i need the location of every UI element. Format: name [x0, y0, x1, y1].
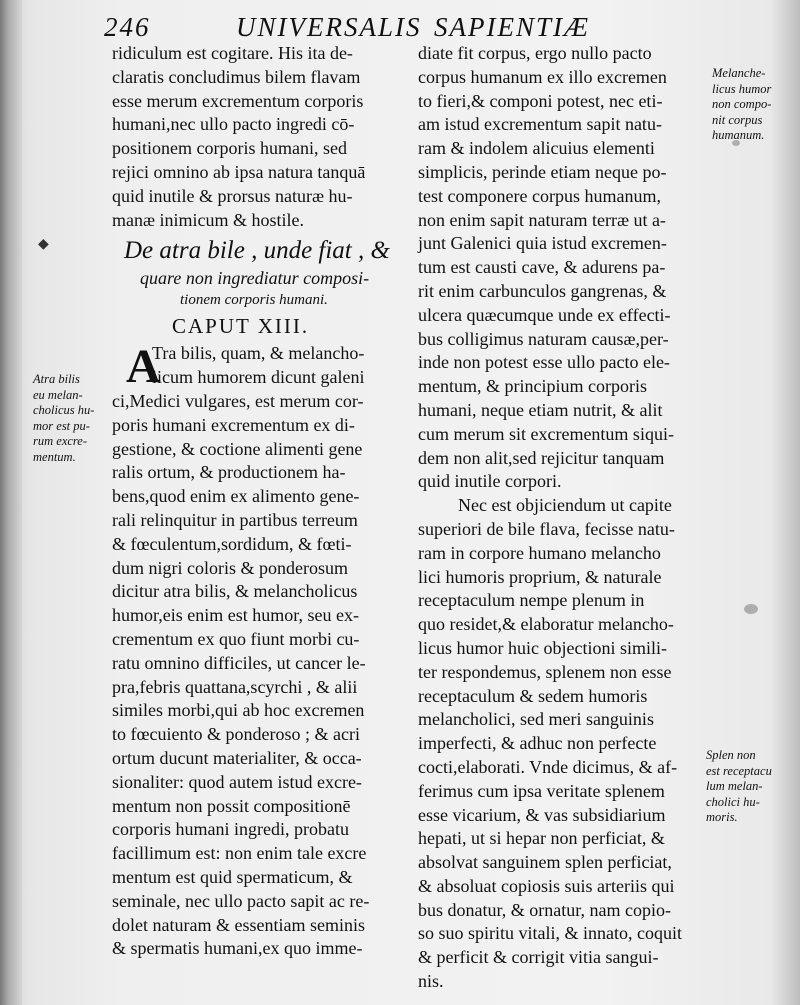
- paper-stain: [744, 604, 758, 614]
- text-line: & fœculentum,sordidum, & fœti-: [112, 533, 352, 554]
- page-binding-shadow: [0, 0, 22, 1005]
- text-line: hepati, ut si hepar non perficiat, &: [418, 828, 665, 849]
- text-line: rit enim carbunculos gangrenas, &: [418, 280, 667, 301]
- page-number: 246: [104, 12, 151, 42]
- margin-note-right-top: [712, 66, 771, 144]
- text-line: humor,eis enim est humor, seu ex-: [112, 605, 360, 626]
- text-line: ridiculum est cogitare. His ita de-: [112, 43, 353, 63]
- text-line: licus humor: [712, 81, 772, 96]
- text-line: ratu omnino difficiles, ut cancer le-: [112, 652, 366, 673]
- text-line: superiori de bile flava, fecisse natu-: [418, 518, 675, 539]
- text-line: ram in corpore humano melancho: [418, 542, 661, 563]
- text-line: receptaculum & sedem humoris: [418, 685, 648, 706]
- right-lines-b: [418, 518, 713, 994]
- text-line: esse vicarium, & vas subsidiarium: [418, 804, 666, 825]
- fleuron-ornament: ◆: [38, 236, 49, 252]
- text-line: eu melan-: [33, 387, 83, 402]
- text-line: Splen non: [706, 748, 756, 762]
- chapter-heading: [112, 236, 402, 342]
- text-line: cholici hu-: [706, 794, 760, 809]
- text-line: gestione, & coctione alimenti gene: [112, 438, 363, 459]
- text-line: rejici omnino ab ipsa natura tanquā: [112, 161, 366, 182]
- text-line: sionaliter: quod autem istud excre-: [112, 771, 362, 792]
- text-line: nis.: [418, 971, 444, 992]
- text-line: junt Galenici quia istud excremen-: [418, 233, 667, 254]
- text-line: humanum.: [712, 128, 765, 142]
- text-line: manæ inimicum & hostile.: [112, 209, 304, 230]
- text-line: ram & indolem alicuius elementi: [418, 138, 655, 159]
- text-line: nit corpus: [712, 112, 763, 127]
- text-line: simplicis, perinde etiam neque po-: [418, 161, 667, 182]
- text-line: dem non alit,sed rejicitur tanquam: [418, 447, 665, 468]
- right-lines-a: [418, 42, 713, 494]
- text-line: mor est pu-: [33, 418, 90, 433]
- text-line: moris.: [706, 810, 738, 824]
- text-line: Tra bilis, quam, & melancho-: [152, 343, 365, 364]
- text-line: to fieri,& componi potest, nec eti-: [418, 90, 663, 111]
- margin-note-right-bottom: [706, 748, 772, 826]
- heading-line-1: De atra bile , unde fiat , &: [124, 237, 390, 265]
- text-line: non compo-: [712, 97, 772, 111]
- text-line: am istud excrementum sapit natu-: [418, 114, 662, 135]
- text-line: ulcera quæcumque unde ex effecti-: [418, 304, 671, 325]
- drop-capital: A: [126, 340, 161, 394]
- running-title-2: SAPIENTIÆ: [434, 12, 590, 42]
- text-line: est receptacu: [706, 763, 772, 778]
- text-line: to fœcuiento & ponderoso ; & acri: [112, 724, 360, 745]
- text-line: lici humoris proprium, & naturale: [418, 566, 662, 587]
- text-line: Melanche-: [712, 66, 766, 80]
- text-line: bus donatur, & ornatur, nam copio-: [418, 899, 672, 920]
- text-line: pra,febris quattana,scyrchi , & alii: [112, 676, 358, 697]
- text-line: crementum ex quo fiunt morbi cu-: [112, 628, 360, 649]
- text-line: dicitur atra bilis, & melancholicus: [112, 581, 358, 602]
- text-line: mentum.: [33, 449, 76, 464]
- left-body-lines: [112, 342, 402, 961]
- running-title-1: UNIVERSALIS: [236, 12, 422, 42]
- text-line: rum excre-: [33, 434, 88, 448]
- text-line: imperfecti, & adhuc non perfecte: [418, 733, 657, 754]
- text-line: ralis ortum, & productionem ha-: [112, 462, 346, 483]
- text-line: poris humani excrementum ex di-: [112, 414, 355, 435]
- text-line: absolvat sanguinem splen perficiat,: [418, 852, 672, 873]
- text-line: licum humorem dicunt galeni: [152, 367, 365, 388]
- text-line: & spermatis humani,ex quo imme-: [112, 938, 363, 959]
- text-line: humani,nec ullo pacto ingredi cō-: [112, 114, 355, 135]
- text-line: so suo spiritu vitali, & innato, coquit: [418, 923, 682, 944]
- text-line: cum merum sit excrementum siqui-: [418, 423, 674, 444]
- text-line: similes morbi,qui ab hoc excremen: [112, 700, 365, 721]
- left-top-lines: [112, 42, 402, 232]
- text-line: diate fit corpus, ergo nullo pacto: [418, 43, 652, 63]
- text-line: mentum, & principium corporis: [418, 376, 647, 397]
- text-line: Atra bilis: [33, 372, 80, 386]
- text-line: ortum ducunt materialiter, & occa-: [112, 747, 362, 768]
- text-line: corporis humani ingredi, probatu: [112, 819, 349, 840]
- text-line: receptaculum nempe plenum in: [418, 590, 645, 611]
- text-line: non enim sapit naturam terræ ut a-: [418, 209, 666, 230]
- text-line: quid inutile & prorsus naturæ hu-: [112, 185, 353, 206]
- paragraph-2-first-line: Nec est objiciendum ut capite: [458, 495, 672, 516]
- text-line: cholicus hu-: [33, 403, 95, 417]
- text-line: dolet naturam & essentiam seminis: [112, 914, 365, 935]
- heading-line-2: quare non ingrediatur composi-: [140, 268, 370, 289]
- text-line: tum est causti cave, & adurens pa-: [418, 257, 666, 278]
- text-line: inde non potest esse ullo pacto ele-: [418, 352, 670, 373]
- text-line: mentum est quid spermaticum, &: [112, 866, 353, 887]
- text-line: ter respondemus, splenem non esse: [418, 661, 672, 682]
- right-text-column: [418, 42, 713, 994]
- text-line: dum nigri coloris & ponderosum: [112, 557, 348, 578]
- paper-stain: [732, 140, 740, 146]
- text-line: licus humor huic objectioni simili-: [418, 637, 667, 658]
- text-line: facillimum est: non enim tale excre: [112, 843, 367, 864]
- text-line: seminale, nec ullo pacto sapit ac re-: [112, 890, 370, 911]
- left-text-column: [112, 42, 402, 961]
- text-line: & absoluat copiosis suis arteriis qui: [418, 875, 675, 896]
- text-line: humani, neque etiam nutrit, & alit: [418, 399, 663, 420]
- chapter-number: CAPUT XIII.: [172, 314, 310, 339]
- text-line: esse merum excrementum corporis: [112, 90, 364, 111]
- text-line: mentum non possit compositionē: [112, 795, 351, 816]
- text-line: bus colligimus naturam causæ,per-: [418, 328, 669, 349]
- text-line: bens,quod enim ex alimento gene-: [112, 486, 360, 507]
- text-line: positionem corporis humani, sed: [112, 138, 347, 159]
- text-line: cocti,elaborati. Vnde dicimus, & af-: [418, 756, 678, 777]
- text-line: quo residet,& elaboratur melancho-: [418, 614, 674, 635]
- text-line: rali relinquitur in partibus terreum: [112, 509, 358, 530]
- heading-line-3: tionem corporis humani.: [180, 292, 328, 309]
- text-line: melancholici, sed meri sanguinis: [418, 709, 654, 730]
- text-line: quid inutile corpori.: [418, 471, 562, 492]
- text-line: ci,Medici vulgares, est merum cor-: [112, 390, 364, 411]
- text-line: lum melan-: [706, 779, 763, 793]
- left-body: [112, 342, 402, 961]
- text-line: ferimus cum ipsa veritate splenem: [418, 780, 665, 801]
- text-line: corpus humanum ex illo excremen: [418, 66, 667, 87]
- margin-note-left: [33, 372, 94, 465]
- text-line: & perficit & corrigit vitia sangui-: [418, 947, 659, 968]
- text-line: test componere corpus humanum,: [418, 185, 661, 206]
- text-line: claratis concludimus bilem flavam: [112, 66, 361, 87]
